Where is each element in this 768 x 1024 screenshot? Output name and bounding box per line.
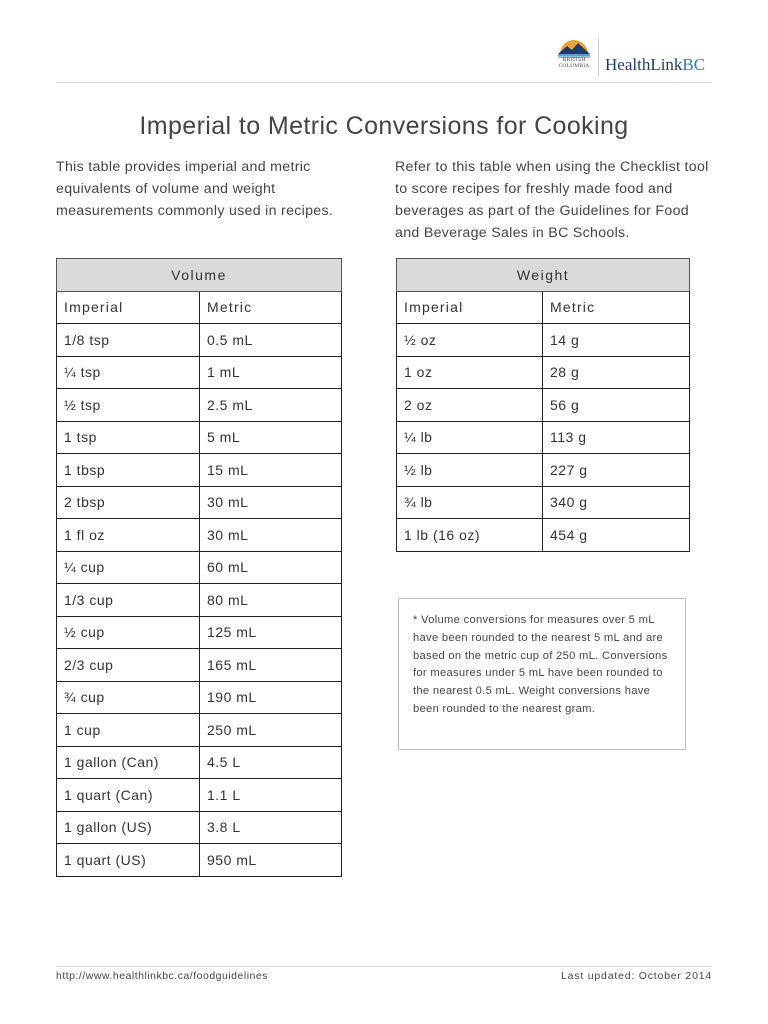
cell-imperial: 1 tbsp	[57, 454, 200, 487]
cell-metric: 0.5 mL	[200, 324, 342, 357]
intro-left: This table provides imperial and metric equivalents of volume and weight measurements commonly used in recipes.	[56, 159, 334, 219]
bc-logo-text	[554, 57, 594, 69]
weight-caption: Weight	[397, 259, 690, 292]
table-row	[57, 486, 342, 519]
table-row	[57, 421, 342, 454]
table-row	[57, 551, 342, 584]
cell-imperial: 2/3 cup	[57, 649, 200, 682]
logo-divider	[598, 38, 599, 76]
cell-metric: 5 mL	[200, 421, 342, 454]
weight-header-imperial: Imperial	[397, 291, 543, 324]
rounding-note: * Volume conversions for measures over 5 mL have been rounded to the nearest 5 mL and are based on the metric cup of 250 mL. Conversions for measures under 5 mL have been rounded to the nearest 0.5 mL. Weight conversions have been rounded to the nearest gram.	[398, 598, 686, 750]
table-row	[397, 421, 690, 454]
table-row	[397, 486, 690, 519]
cell-imperial: ½ lb	[397, 454, 543, 487]
header-logo	[554, 36, 705, 78]
cell-metric: 15 mL	[200, 454, 342, 487]
sun-mountain-icon	[554, 36, 594, 58]
cell-metric: 3.8 L	[200, 811, 342, 844]
cell-imperial: ½ tsp	[57, 389, 200, 422]
cell-imperial: ½ cup	[57, 616, 200, 649]
table-row	[57, 324, 342, 357]
table-row	[57, 746, 342, 779]
cell-imperial: 1 gallon (Can)	[57, 746, 200, 779]
table-row	[57, 356, 342, 389]
header-divider	[56, 82, 712, 83]
cell-imperial: ½ oz	[397, 324, 543, 357]
cell-metric: 454 g	[543, 519, 690, 552]
table-row	[57, 519, 342, 552]
table-row	[57, 454, 342, 487]
cell-imperial: 1 quart (US)	[57, 844, 200, 877]
cell-imperial: ¼ lb	[397, 421, 543, 454]
table-row	[57, 584, 342, 617]
cell-metric: 227 g	[543, 454, 690, 487]
volume-table	[56, 258, 342, 877]
page-title: Imperial to Metric Conversions for Cooking	[139, 112, 629, 140]
cell-metric: 60 mL	[200, 551, 342, 584]
table-row	[397, 356, 690, 389]
volume-header-metric: Metric	[200, 291, 342, 324]
cell-metric: 30 mL	[200, 486, 342, 519]
bc-logo-line-2: COLUMBIA	[558, 63, 590, 69]
table-row	[57, 681, 342, 714]
bc-logo-line-1: BRITISH	[562, 57, 586, 63]
cell-imperial: ¾ cup	[57, 681, 200, 714]
weight-table-body	[397, 324, 690, 552]
cell-metric: 2.5 mL	[200, 389, 342, 422]
brand-suffix: BC	[682, 55, 706, 74]
cell-imperial: ¼ cup	[57, 551, 200, 584]
table-row	[397, 389, 690, 422]
cell-imperial: 2 oz	[397, 389, 543, 422]
cell-imperial: ¼ tsp	[57, 356, 200, 389]
cell-metric: 950 mL	[200, 844, 342, 877]
cell-metric: 1 mL	[200, 356, 342, 389]
cell-imperial: 1 lb (16 oz)	[397, 519, 543, 552]
cell-metric: 340 g	[543, 486, 690, 519]
table-row	[397, 519, 690, 552]
table-row	[397, 454, 690, 487]
cell-metric: 14 g	[543, 324, 690, 357]
cell-imperial: 1 tsp	[57, 421, 200, 454]
volume-header-imperial: Imperial	[57, 291, 200, 324]
cell-imperial: 1 cup	[57, 714, 200, 747]
cell-metric: 190 mL	[200, 681, 342, 714]
weight-header-metric: Metric	[543, 291, 690, 324]
footer-last-updated: Last updated: October 2014	[561, 970, 712, 982]
cell-imperial: 1/8 tsp	[57, 324, 200, 357]
brand-main: HealthLink	[605, 55, 683, 74]
cell-imperial: 1/3 cup	[57, 584, 200, 617]
weight-table	[396, 258, 690, 552]
cell-metric: 1.1 L	[200, 779, 342, 812]
cell-imperial: ¾ lb	[397, 486, 543, 519]
table-row	[397, 324, 690, 357]
volume-table-body	[57, 324, 342, 877]
bc-government-logo	[554, 36, 594, 78]
table-row	[57, 779, 342, 812]
table-row	[57, 714, 342, 747]
table-row	[57, 844, 342, 877]
cell-imperial: 1 quart (Can)	[57, 779, 200, 812]
cell-metric: 113 g	[543, 421, 690, 454]
cell-imperial: 1 oz	[397, 356, 543, 389]
table-row	[57, 389, 342, 422]
table-row	[57, 616, 342, 649]
cell-imperial: 1 fl oz	[57, 519, 200, 552]
cell-metric: 165 mL	[200, 649, 342, 682]
cell-imperial: 2 tbsp	[57, 486, 200, 519]
cell-metric: 250 mL	[200, 714, 342, 747]
cell-metric: 4.5 L	[200, 746, 342, 779]
cell-metric: 56 g	[543, 389, 690, 422]
footer-url[interactable]: http://www.healthlinkbc.ca/foodguidelines	[56, 970, 268, 982]
cell-metric: 80 mL	[200, 584, 342, 617]
cell-metric: 30 mL	[200, 519, 342, 552]
healthlinkbc-logo	[605, 55, 705, 75]
cell-metric: 28 g	[543, 356, 690, 389]
intro-right: Refer to this table when using the Checklist tool to score recipes for freshly made food and beverages as part of the Guidelines for Food and Beverage Sales in BC Schools.	[395, 159, 709, 241]
footer-divider	[56, 966, 712, 967]
table-row	[57, 649, 342, 682]
cell-imperial: 1 gallon (US)	[57, 811, 200, 844]
cell-metric: 125 mL	[200, 616, 342, 649]
table-row	[57, 811, 342, 844]
volume-caption: Volume	[57, 259, 342, 292]
